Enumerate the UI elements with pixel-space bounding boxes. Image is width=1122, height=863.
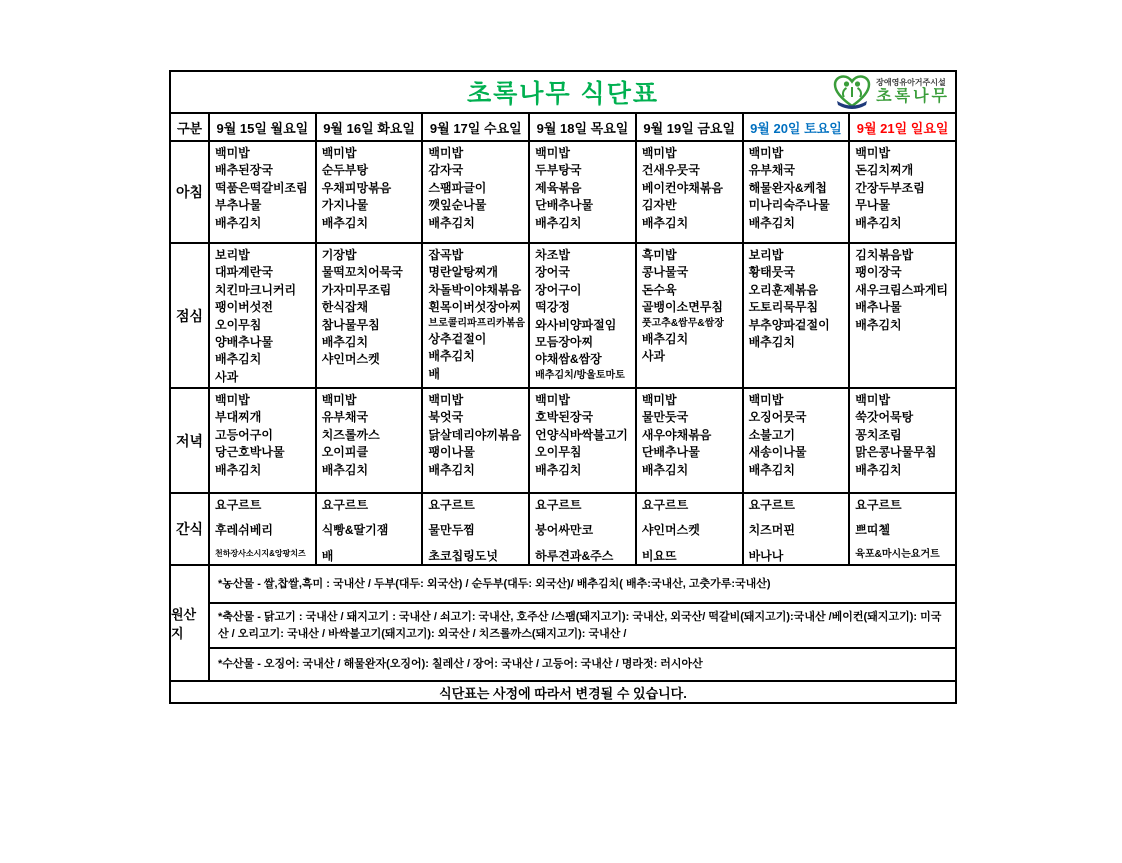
menu-item: 제육볶음 — [535, 180, 582, 195]
menu-item: 백미밥 — [428, 146, 464, 160]
menu-item: 배추김치 — [641, 215, 689, 230]
menu-item: 닭살데리야끼볶음 — [428, 427, 522, 442]
menu-item: 배추김치 — [748, 462, 795, 477]
menu-item: 사과 — [641, 349, 666, 364]
header-corner-label: 구분 — [171, 114, 208, 140]
menu-item: 가지나물 — [321, 198, 369, 213]
menu-item: 배추김치 — [321, 334, 369, 349]
menu-cell — [850, 389, 955, 492]
menu-item: 배추된장국 — [215, 163, 273, 178]
menu-cell — [637, 142, 742, 242]
menu-item: 단배추나물 — [535, 198, 594, 213]
menu-cell — [317, 244, 422, 387]
menu-cell — [423, 142, 528, 242]
menu-cell — [210, 494, 315, 564]
row-label-원산지: 원산지 — [171, 566, 208, 680]
meal-table — [169, 70, 957, 704]
logo-facility-type: 장애영유아거주시설 — [876, 77, 946, 87]
menu-item: 두부탕국 — [535, 163, 582, 178]
menu-item: 북엇국 — [428, 410, 464, 425]
menu-item: 스팸파글이 — [428, 180, 487, 195]
menu-cell — [744, 494, 849, 564]
menu-item: 배추김치 — [215, 215, 262, 230]
menu-item: 배추나물 — [855, 300, 902, 315]
menu-item: 배추김치 — [855, 317, 902, 332]
menu-item: 백미밥 — [321, 393, 357, 407]
menu-item: 보리밥 — [215, 248, 250, 262]
menu-item: 오이무침 — [215, 317, 262, 332]
menu-cell — [317, 389, 422, 492]
menu-item: 차조밥 — [535, 248, 570, 262]
menu-item: 치킨마크니커리 — [215, 282, 297, 297]
menu-item: 백미밥 — [535, 146, 570, 160]
header-day-1: 9월 16일 화요일 — [317, 114, 422, 140]
header-day-3: 9월 18일 목요일 — [530, 114, 635, 140]
menu-item: 팽이나물 — [428, 445, 475, 460]
menu-item: 상추겉절이 — [428, 332, 487, 347]
menu-item: 새우야채볶음 — [641, 427, 712, 442]
menu-item: 육포&마시는요거트 — [855, 548, 940, 560]
menu-item: 맑은콩나물무침 — [855, 445, 937, 460]
row-label-저녁: 저녁 — [171, 389, 208, 492]
row-label-아침: 아침 — [171, 142, 208, 242]
menu-item: 가자미무조림 — [321, 282, 392, 297]
menu-item: 돈김치찌개 — [855, 163, 914, 178]
menu-item: 요구르트 — [428, 498, 475, 512]
menu-item: 떡강정 — [535, 300, 570, 315]
menu-item: 요구르트 — [321, 498, 369, 512]
menu-item: 꽁치조림 — [855, 427, 902, 442]
menu-item: 배추김치 — [855, 215, 902, 230]
menu-item: 김치볶음밥 — [855, 248, 914, 262]
menu-item: 백미밥 — [535, 393, 570, 407]
menu-item: 배 — [321, 548, 334, 563]
menu-item: 샤인머스켓 — [321, 352, 380, 367]
header-day-4: 9월 19일 금요일 — [637, 114, 742, 140]
menu-item: 장어구이 — [535, 282, 582, 297]
footer-note: 식단표는 사정에 따라서 변경될 수 있습니다. — [171, 682, 955, 702]
menu-item: 오징어뭇국 — [748, 410, 807, 425]
menu-item: 모듬장아찌 — [535, 334, 594, 349]
menu-item: 오이무침 — [535, 445, 582, 460]
menu-item: 요구르트 — [855, 498, 902, 512]
menu-item: 기장밥 — [321, 248, 357, 262]
menu-item: 물만둣국 — [641, 410, 689, 425]
menu-item: 배추김치 — [428, 215, 475, 230]
menu-item: 소불고기 — [748, 427, 795, 442]
menu-item: 보리밥 — [748, 248, 784, 262]
menu-cell — [850, 244, 955, 387]
menu-item: 부추나물 — [215, 198, 262, 213]
menu-item: 도토리묵무침 — [748, 300, 819, 315]
menu-item: 배추김치 — [535, 215, 582, 230]
menu-item: 물떡꼬치어묵국 — [321, 265, 403, 280]
menu-item: 황태뭇국 — [748, 265, 795, 280]
menu-item: 배추김치 — [641, 332, 689, 347]
menu-item: 오리훈제볶음 — [748, 282, 819, 297]
menu-cell — [210, 389, 315, 492]
menu-item: 배추김치 — [641, 462, 689, 477]
menu-item: 배추김치 — [428, 462, 475, 477]
origin-row-0: *농산물 - 쌀,찹쌀,흑미 : 국내산 / 두부(대두: 외국산) / 순두부(대두: 외국산)/ 배추김치( 배추:국내산, 고춧가루:국내산) — [210, 566, 955, 602]
title-bar — [171, 72, 955, 112]
origin-row-1: *축산물 - 닭고기 : 국내산 / 돼지고기 : 국내산 / 쇠고기: 국내산, 호주산 /스팸(돼지고기): 국내산, 외국산/ 떡갈비(돼지고기):국내산 /베이컨(돼지고기): 미국산 / 오리고기: 국내산 / 바싹불고기(돼지고기): 외국산 / 치즈롤까스(돼지고기): 국내산 / — [210, 604, 955, 647]
menu-item: 떡품은떡갈비조림 — [215, 180, 308, 195]
menu-item: 대파계란국 — [215, 265, 273, 280]
menu-item: 요구르트 — [748, 498, 795, 512]
menu-cell — [744, 244, 849, 387]
menu-item: 식빵&딸기잼 — [321, 523, 389, 538]
menu-item: 명란알탕찌개 — [428, 265, 498, 280]
menu-item: 요구르트 — [215, 498, 262, 512]
menu-cell — [530, 389, 635, 492]
menu-cell — [317, 494, 422, 564]
menu-item: 배추김치 — [321, 215, 369, 230]
menu-item: 건새우뭇국 — [641, 163, 700, 178]
menu-item: 잡곡밥 — [428, 248, 464, 262]
menu-item: 베이컨야채볶음 — [641, 180, 723, 195]
menu-item: 돈수육 — [641, 282, 677, 297]
menu-item: 초코칩링도넛 — [428, 548, 498, 563]
menu-item: 김자반 — [641, 198, 677, 213]
menu-item: 부추양파겉절이 — [748, 317, 830, 332]
row-label-간식: 간식 — [171, 494, 208, 564]
logo-name: 초록나무 — [876, 87, 950, 105]
menu-item: 붕어싸만코 — [535, 523, 594, 538]
menu-item: 백미밥 — [641, 393, 677, 407]
menu-item: 당근호박나물 — [215, 445, 285, 460]
menu-cell — [530, 244, 635, 387]
menu-item: 바나나 — [748, 548, 784, 563]
menu-item: 백미밥 — [855, 146, 891, 160]
menu-item: 한식잡채 — [321, 300, 369, 315]
meal-plan-sheet — [169, 70, 953, 704]
menu-cell — [423, 244, 528, 387]
menu-item: 간장두부조림 — [855, 180, 925, 195]
menu-item: 풋고추&쌈무&쌈장 — [641, 317, 724, 329]
menu-cell — [637, 244, 742, 387]
menu-cell — [637, 389, 742, 492]
menu-item: 샤인머스켓 — [641, 523, 700, 538]
menu-item: 배 — [428, 366, 441, 381]
menu-item: 콩나물국 — [641, 265, 689, 280]
menu-item: 팽이장국 — [855, 265, 902, 280]
menu-item: 후레쉬베리 — [215, 523, 273, 538]
menu-item: 천하장사소시지&앙팡치즈 — [215, 548, 306, 558]
header-day-6: 9월 21일 일요일 — [850, 114, 955, 140]
menu-item: 흑미밥 — [641, 248, 677, 262]
menu-item: 백미밥 — [748, 146, 784, 160]
menu-item: 브로콜리파프리카볶음 — [428, 317, 526, 329]
menu-item: 백미밥 — [321, 146, 357, 160]
green-heart-logo-icon — [833, 75, 871, 109]
menu-cell — [850, 142, 955, 242]
menu-item: 팽이버섯전 — [215, 300, 273, 315]
menu-item: 치즈롤까스 — [321, 427, 380, 442]
menu-item: 백미밥 — [215, 146, 250, 160]
menu-item: 새송이나물 — [748, 445, 807, 460]
menu-item: 고등어구이 — [215, 427, 273, 442]
menu-item: 흰목이버섯장아찌 — [428, 300, 522, 315]
menu-item: 치즈머핀 — [748, 523, 795, 538]
menu-item: 양배추나물 — [215, 334, 273, 349]
menu-item: 백미밥 — [641, 146, 677, 160]
facility-logo — [833, 75, 950, 109]
menu-item: 단배추나물 — [641, 445, 700, 460]
menu-item: 감자국 — [428, 163, 464, 178]
menu-item: 배추김치 — [428, 349, 475, 364]
menu-item: 백미밥 — [748, 393, 784, 407]
menu-item: 오이피클 — [321, 445, 369, 460]
header-day-0: 9월 15일 월요일 — [210, 114, 315, 140]
menu-item: 순두부탕 — [321, 163, 369, 178]
menu-item: 물만두찜 — [428, 523, 475, 538]
menu-cell — [423, 389, 528, 492]
menu-item: 새우크림스파게티 — [855, 282, 949, 297]
menu-item: 요구르트 — [641, 498, 689, 512]
menu-item: 부대찌개 — [215, 410, 262, 425]
menu-cell — [210, 244, 315, 387]
menu-item: 백미밥 — [215, 393, 250, 407]
header-day-2: 9월 17일 수요일 — [423, 114, 528, 140]
menu-item: 해물완자&케첩 — [748, 180, 827, 195]
menu-item: 요구르트 — [535, 498, 582, 512]
menu-item: 백미밥 — [428, 393, 464, 407]
menu-item: 비요뜨 — [641, 548, 677, 563]
menu-item: 배추김치 — [215, 462, 262, 477]
menu-item: 배추김치 — [321, 462, 369, 477]
menu-item: 배추김치 — [535, 462, 582, 477]
menu-cell — [744, 142, 849, 242]
menu-item: 하루견과&주스 — [535, 548, 614, 563]
menu-item: 차돌박이야채볶음 — [428, 282, 522, 297]
menu-item: 배추김치/방울토마토 — [535, 369, 625, 381]
menu-cell — [850, 494, 955, 564]
menu-item: 무나물 — [855, 198, 891, 213]
menu-cell — [317, 142, 422, 242]
menu-item: 유부채국 — [748, 163, 795, 178]
menu-item: 미나리숙주나물 — [748, 198, 830, 213]
menu-item: 장어국 — [535, 265, 570, 280]
menu-item: 참나물무침 — [321, 317, 380, 332]
menu-item: 배추김치 — [748, 215, 795, 230]
menu-item: 사과 — [215, 369, 239, 384]
menu-cell — [637, 494, 742, 564]
menu-cell — [423, 494, 528, 564]
origin-row-2: *수산물 - 오징어: 국내산 / 해물완자(오징어): 칠레산 / 장어: 국내산 / 고등어: 국내산 / 명라젓: 러시아산 — [210, 649, 955, 680]
menu-cell — [530, 142, 635, 242]
menu-cell — [530, 494, 635, 564]
menu-item: 쑥갓어묵탕 — [855, 410, 914, 425]
menu-item: 우채피망볶음 — [321, 180, 392, 195]
menu-item: 깻잎순나물 — [428, 198, 487, 213]
page-title: 초록나무 식단표 — [467, 80, 659, 108]
menu-item: 언양식바싹불고기 — [535, 427, 628, 442]
menu-item: 배추김치 — [855, 462, 902, 477]
menu-item: 와사비양파절임 — [535, 317, 617, 332]
menu-item: 야채쌈&쌈장 — [535, 352, 602, 367]
menu-item: 호박된장국 — [535, 410, 594, 425]
menu-item: 골뱅이소면무침 — [641, 300, 723, 315]
menu-item: 백미밥 — [855, 393, 891, 407]
menu-cell — [210, 142, 315, 242]
menu-item: 쁘띠첼 — [855, 523, 891, 538]
row-label-점심: 점심 — [171, 244, 208, 387]
menu-item: 배추김치 — [748, 334, 795, 349]
menu-item: 유부채국 — [321, 410, 369, 425]
header-day-5: 9월 20일 토요일 — [744, 114, 849, 140]
menu-cell — [744, 389, 849, 492]
menu-item: 배추김치 — [215, 352, 262, 367]
